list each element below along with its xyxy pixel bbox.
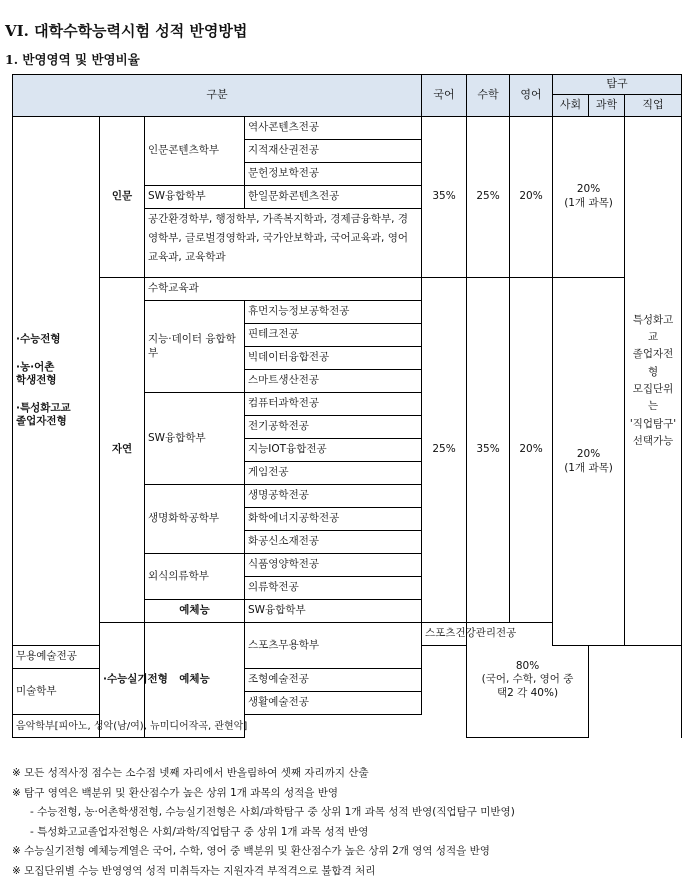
major-korean-culture-content: 한일문화콘텐츠전공 bbox=[245, 186, 422, 209]
header-vocational: 직업 bbox=[625, 95, 682, 117]
notes-section bbox=[12, 764, 677, 881]
major-life-art: 생활예술전공 bbox=[245, 692, 422, 715]
section-subtitle: 1. 반영영역 및 반영비율 bbox=[5, 50, 140, 68]
humanities-english-ratio: 20% bbox=[510, 117, 553, 278]
vocational-note-5: 선택가능 bbox=[628, 433, 678, 450]
track-practical: ·수능실기전형 bbox=[100, 623, 145, 738]
major-intel-iot: 지능IOT융합전공 bbox=[245, 439, 422, 462]
note-tamgu-sub-1: - 수능전형, 농·어촌학생전형, 수능실기전형은 사회/과학탐구 중 상위 1개 과목 성적 반영(직업탐구 미반영) bbox=[12, 803, 677, 823]
major-ip: 지적재산권전공 bbox=[245, 140, 422, 163]
major-food-nutrition: 식품영양학전공 bbox=[245, 554, 422, 577]
note-rounding: ※ 모든 성적사정 점수는 소수점 넷째 자리에서 반올림하여 셋째 자리까지 산출 bbox=[12, 764, 677, 784]
natural-tamgu-note: (1개 과목) bbox=[556, 462, 621, 476]
major-chem-material: 화공신소재전공 bbox=[245, 531, 422, 554]
humanities-tamgu-value: 20% bbox=[556, 183, 621, 197]
header-english: 영어 bbox=[510, 75, 553, 117]
note-tamgu: ※ 탐구 영역은 백분위 및 환산점수가 높은 상위 1개 과목의 성적을 반영 bbox=[12, 784, 677, 804]
note-tamgu-sub-2: - 특성화고교졸업자전형은 사회/과학/직업탐구 중 상위 1개 과목 성적 반영 bbox=[12, 823, 677, 843]
header-science: 과학 bbox=[589, 95, 625, 117]
major-history-content: 역사콘텐츠전공 bbox=[245, 117, 422, 140]
major-bigdata: 빅데이터융합전공 bbox=[245, 347, 422, 370]
track-vocational-1: ·특성화고교 bbox=[16, 402, 96, 416]
track-main-cell bbox=[13, 117, 100, 646]
vocational-note-cell bbox=[625, 117, 682, 646]
major-smart-prod: 스마트생산전공 bbox=[245, 370, 422, 393]
college-music: 음악학부[피아노, 성악(남/여), 뉴미디어작곡, 관현악] bbox=[13, 715, 145, 738]
humanities-departments-list: 공간환경학부, 행정학부, 가족복지학과, 경제금융학부, 경영학부, 글로벌경영학과, 국가안보학과, 국어교육과, 영어교육과, 교육학과 bbox=[145, 209, 422, 278]
major-fintech: 핀테크전공 bbox=[245, 324, 422, 347]
practical-kme-ratio bbox=[467, 623, 589, 738]
college-intelligent-data: 지능·데이터 융합학부 bbox=[145, 301, 245, 393]
college-life-chem: 생명화학공학부 bbox=[145, 485, 245, 554]
humanities-korean-ratio: 35% bbox=[422, 117, 467, 278]
track-rural-2: 학생전형 bbox=[16, 374, 96, 388]
major-sports-health: 스포츠건강관리전공 bbox=[422, 623, 467, 646]
note-disqualify: ※ 모집단위별 수능 반영영역 성적 미취득자는 지원자격 부적격으로 불합격 처리 bbox=[12, 862, 677, 881]
college-sw-convergence-humanities: SW융합학부 bbox=[145, 186, 245, 209]
track-vocational-2: 졸업자전형 bbox=[16, 415, 96, 429]
major-clothing: 의류학전공 bbox=[245, 577, 422, 600]
major-chem-energy: 화학에너지공학전공 bbox=[245, 508, 422, 531]
natural-english-ratio: 20% bbox=[510, 278, 553, 623]
natural-korean-ratio: 25% bbox=[422, 278, 467, 623]
header-gubun: 구분 bbox=[13, 75, 422, 117]
college-sw-convergence-natural: SW융합학부 bbox=[145, 393, 245, 485]
field-natural: 자연 bbox=[100, 278, 145, 623]
admission-ratio-table bbox=[12, 74, 682, 738]
header-korean: 국어 bbox=[422, 75, 467, 117]
natural-math-ratio: 35% bbox=[467, 278, 510, 623]
practical-kme-note-1: (국어, 수학, 영어 중 bbox=[470, 673, 585, 687]
major-cultural-info: 문헌정보학전공 bbox=[245, 163, 422, 186]
college-sports: 스포츠무용학부 bbox=[245, 623, 422, 669]
vocational-note-4: '직업탐구' bbox=[628, 416, 678, 433]
major-electrical: 전기공학전공 bbox=[245, 416, 422, 439]
major-human-intel: 휴먼지능정보공학전공 bbox=[245, 301, 422, 324]
major-sculpture: 조형예술전공 bbox=[245, 669, 422, 692]
field-arts-practical: 예체능 bbox=[145, 623, 245, 738]
dept-math-edu: 수학교육과 bbox=[145, 278, 422, 301]
page-title: VI. 대학수학능력시험 성적 반영방법 bbox=[5, 20, 247, 41]
practical-kme-note-2: 택2 각 40%) bbox=[470, 687, 585, 701]
college-food-clothing: 외식의류학부 bbox=[145, 554, 245, 600]
vocational-note-2: 졸업자전형 bbox=[628, 346, 678, 381]
field-arts-main: 예체능 bbox=[145, 600, 245, 623]
natural-tamgu-ratio bbox=[553, 278, 625, 646]
humanities-tamgu-ratio bbox=[553, 117, 625, 278]
header-tamgu: 탐구 bbox=[553, 75, 682, 95]
major-bioeng: 생명공학전공 bbox=[245, 485, 422, 508]
major-dance: 무용예술전공 bbox=[13, 646, 100, 669]
note-practical: ※ 수능실기전형 예체능계열은 국어, 수학, 영어 중 백분위 및 환산점수가 높은 상위 2개 영역 성적을 반영 bbox=[12, 842, 677, 862]
college-fine-arts: 미술학부 bbox=[13, 669, 100, 715]
header-social: 사회 bbox=[553, 95, 589, 117]
track-suneung: ·수능전형 bbox=[16, 333, 96, 347]
natural-tamgu-value: 20% bbox=[556, 448, 621, 462]
humanities-math-ratio: 25% bbox=[467, 117, 510, 278]
humanities-tamgu-note: (1개 과목) bbox=[556, 197, 621, 211]
header-math: 수학 bbox=[467, 75, 510, 117]
major-game: 게임전공 bbox=[245, 462, 422, 485]
vocational-note-3: 모집단위는 bbox=[628, 381, 678, 416]
field-humanities: 인문 bbox=[100, 117, 145, 278]
major-computer-sci: 컴퓨터과학전공 bbox=[245, 393, 422, 416]
practical-kme-value: 80% bbox=[470, 660, 585, 674]
college-sw-convergence-arts: SW융합학부 bbox=[245, 600, 422, 623]
college-humanities-content: 인문콘텐츠학부 bbox=[145, 117, 245, 186]
vocational-note-1: 특성화고교 bbox=[628, 312, 678, 347]
track-rural-1: ·농·어촌 bbox=[16, 361, 96, 375]
